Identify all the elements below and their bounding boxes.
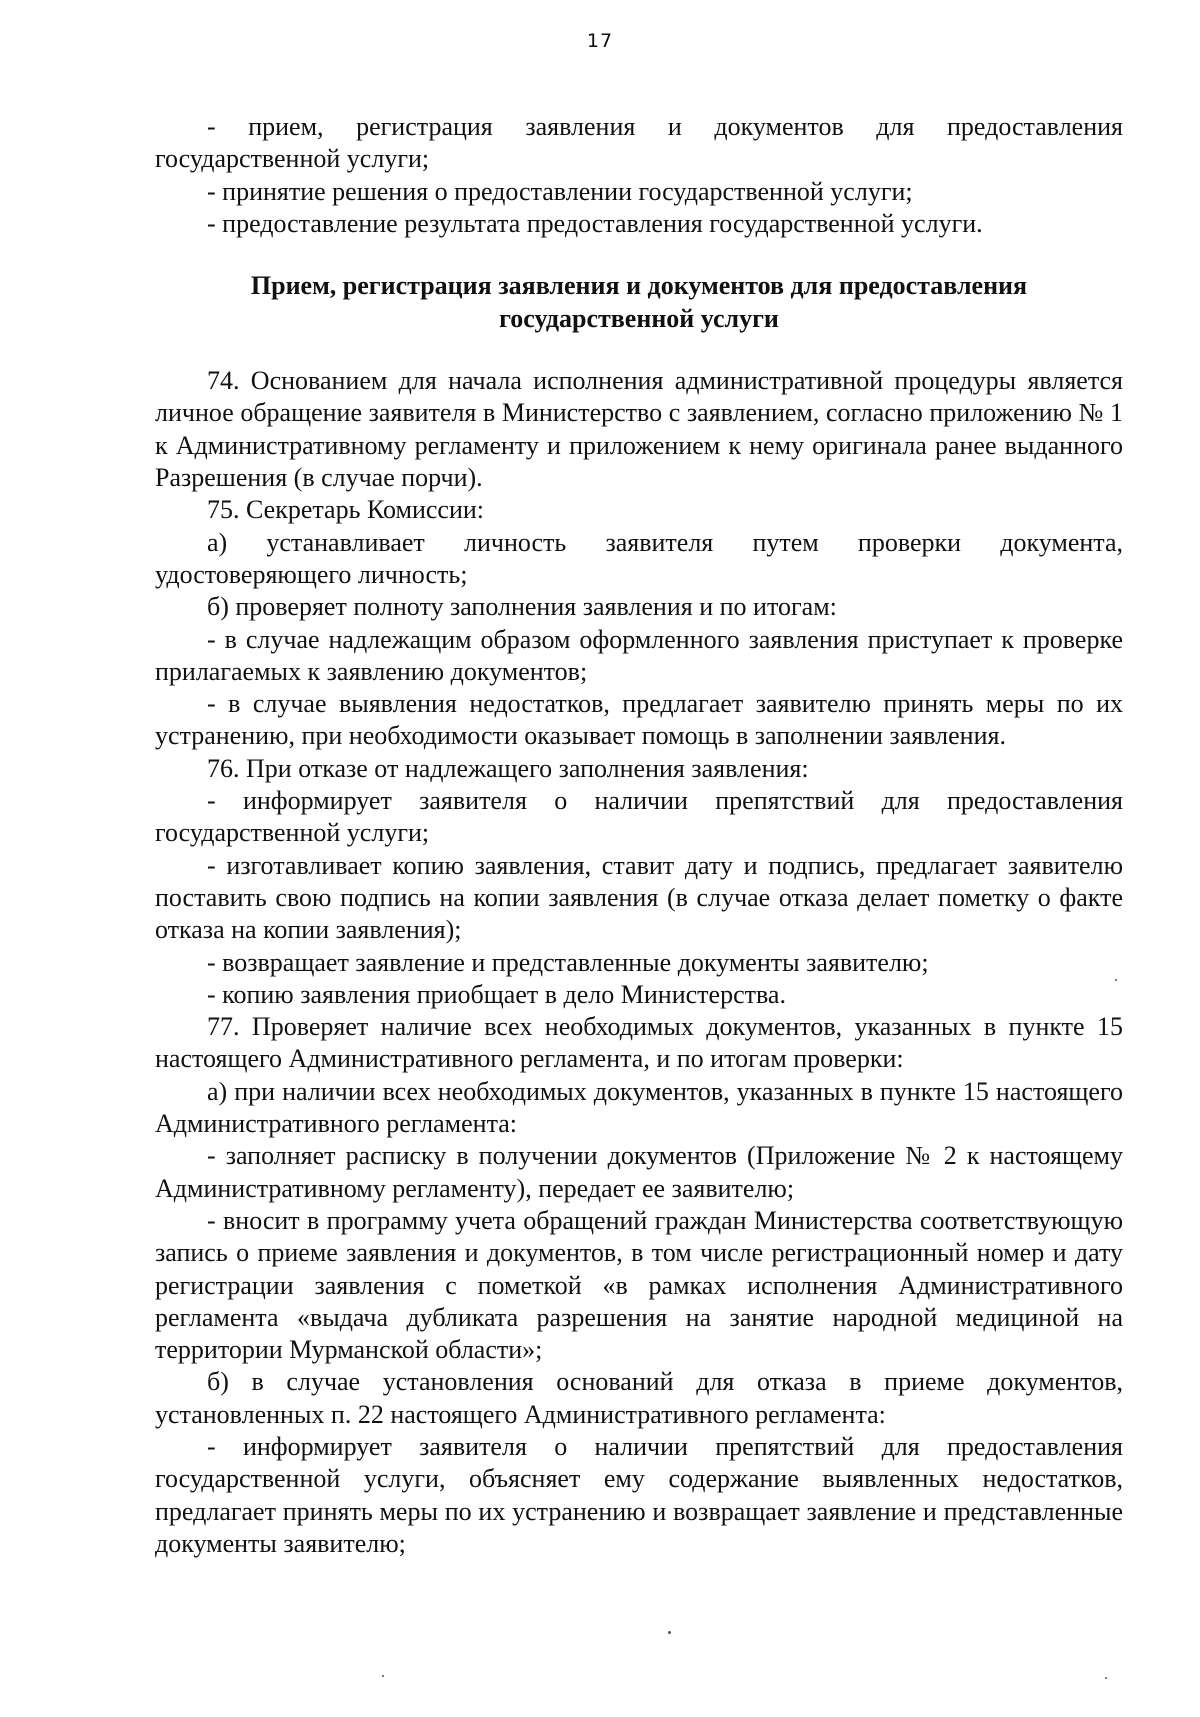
paragraph-76: 76. При отказе от надлежащего заполнения заявления: <box>207 753 809 783</box>
paragraph-74: 74. Основанием для начала исполнения административной процедуры является личное обращение заявителя в Министерство с заявлением, согласно приложению № 1 к Административному регламенту и приложением к нему оригинала ранее выданного Разрешения (в случае порчи). <box>155 366 1123 493</box>
list-item: - заполняет расписку в получении документов (Приложение № 2 к настоящему Административному регламенту), передает ее заявителю; <box>155 1141 1123 1203</box>
list-item: - информирует заявителя о наличии препятствий для предоставления государственной услуги, объясняет ему содержание выявленных недостатков, предлагает принять меры по их устранению и возвращает заявление и представленные документы заявителю; <box>155 1431 1123 1558</box>
paragraph-75: 75. Секретарь Комиссии: <box>207 495 484 525</box>
list-item: - принятие решения о предоставлении государственной услуги; <box>207 176 913 206</box>
list-item: - предоставление результата предоставления государственной услуги. <box>207 208 983 238</box>
paragraph-77: 77. Проверяет наличие всех необходимых документов, указанных в пункте 15 настоящего Административного регламента, и по итогам проверки: <box>155 1012 1123 1074</box>
list-item: - вносит в программу учета обращений граждан Министерства соответствующую запись о приеме заявления и документов, в том числе регистрационный номер и дату регистрации заявления с пометкой «в рамках исполнения Административного регламента «выдача дубликата разрешения на занятие народной медициной на территории Мурманской области»; <box>155 1205 1123 1365</box>
speck <box>1115 979 1117 981</box>
paragraph-75b: б) проверяет полноту заполнения заявления и по итогам: <box>207 592 837 622</box>
paragraph-77b: б) в случае установления оснований для отказа в приеме документов, установленных п. 22 настоящего Административного регламента: <box>155 1367 1123 1429</box>
paragraph-75a: а) устанавливает личность заявителя путем проверки документа, удостоверяющего личность; <box>155 527 1123 589</box>
list-item: - в случае выявления недостатков, предлагает заявителю принять меры по их устранению, при необходимости оказывает помощь в заполнении заявления. <box>155 689 1123 751</box>
list-item: - информирует заявителя о наличии препятствий для предоставления государственной услуги; <box>155 786 1123 848</box>
list-item: - в случае надлежащим образом оформленного заявления приступает к проверке прилагаемых к заявлению документов; <box>155 624 1123 686</box>
speck <box>1105 1677 1107 1679</box>
paragraph-77a: а) при наличии всех необходимых документов, указанных в пункте 15 настоящего Административного регламента: <box>155 1076 1123 1139</box>
speck <box>382 1675 384 1677</box>
page-number: 17 <box>586 30 614 52</box>
list-item: - копию заявления приобщает в дело Министерства. <box>207 979 786 1009</box>
list-item: - возвращает заявление и представленные документы заявителю; <box>207 947 929 977</box>
section-heading: Прием, регистрация заявления и документов для предоставления государственной услуги <box>250 271 1028 334</box>
list-item: - прием, регистрация заявления и документов для предоставления государственной услуги; <box>155 112 1123 174</box>
list-item: - изготавливает копию заявления, ставит дату и подпись, предлагает заявителю поставить свою подпись на копии заявления (в случае отказа делает пометку о факте отказа на копии заявления); <box>155 850 1123 945</box>
speck <box>668 1631 671 1634</box>
document-body <box>155 111 1123 1560</box>
